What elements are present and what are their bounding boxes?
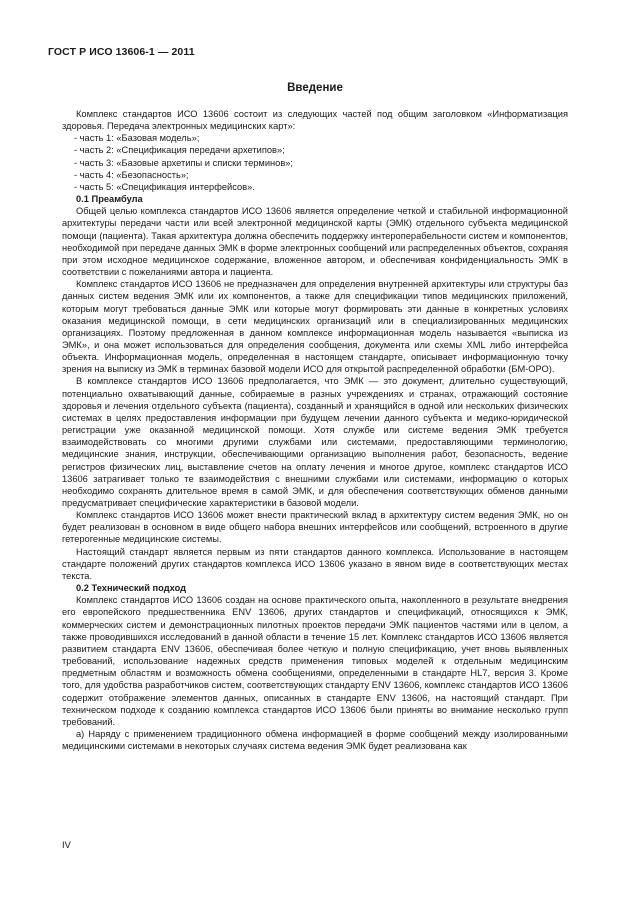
- paragraph: а) Наряду с применением традиционного обмена информацией в форме сообщений между изолированными медицинскими системами в некоторых случаях система ведения ЭМК будет реализована как: [62, 728, 568, 752]
- page-number: IV: [62, 840, 71, 850]
- section-heading-technical: 0.2 Технический подход: [76, 583, 187, 594]
- list-item: - часть 4: «Безопасность»;: [74, 169, 189, 180]
- intro-paragraph: Комплекс стандартов ИСО 13606 состоит из следующих частей под общим заголовком «Информатизация здоровья. Передача электронных медицинских карт»:: [62, 109, 568, 132]
- paragraph: В комплексе стандартов ИСО 13606 предполагается, что ЭМК — это документ, длительно существующий, потенциально охватывающий данные, собираемые в разных учреждениях и странах, отражающий состояние здоровья и лечения отдельного субъекта (пациента), созданный и хранящийся в одной или нескольких физических системах в целях предоставления информации при будущем лечении данного субъекта и медико-юридической регистрации уже оказанной медицинской помощи. Хотя службе или системе ведения ЭМК требуется взаимодействовать со многими другими службами или системами, предоставляющими терминологию, медицинские знания, инструкции, обеспечивающими организацию выполнения работ, безопасность, ведение регистров физических лиц, выставление счетов на оплату лечения и многое другое, комплекс стандартов ИСО 13606 затрагивает только те взаимодействия с внешними службами или системами, информацию о которых необходимо сохранять длительное время в самой ЭМК, и для обеспечения соответствующих обменов данными предусматривает специфические характеристики в базовой модели.: [62, 376, 568, 508]
- paragraph: Настоящий стандарт является первым из пяти стандартов данного комплекса. Использование в настоящем стандарте положений других стандартов комплекса ИСО 13606 указано в явном виде в соответствующих местах текста.: [62, 546, 568, 581]
- page-title: Введение: [287, 82, 343, 94]
- list-item: - часть 5: «Спецификация интерфейсов».: [74, 181, 255, 192]
- standard-header: ГОСТ Р ИСО 13606-1 — 2011: [48, 46, 195, 58]
- document-body: [62, 108, 568, 752]
- paragraph: Общей целью комплекса стандартов ИСО 13606 является определение четкой и стабильной информационной архитектуры передачи части или всей электронной медицинской карты (ЭМК) отдельного субъекта медицинской помощи (пациента). Такая архитектура должна обеспечить поддержку интероперабельности систем и компонентов, необходимой при передаче данных ЭМК в форме электронных сообщений или распределенных объектов, сохраняя при этом исходное медицинское содержание, вложенное автором, и обеспечивая конфиденциальность ЭМК в соответствии с пожеланиями автора и пациента.: [62, 206, 568, 278]
- section-heading-preamble: 0.1 Преамбула: [76, 194, 143, 205]
- paragraph: Комплекс стандартов ИСО 13606 не предназначен для определения внутренней архитектуры или структуры баз данных систем ведения ЭМК или их компонентов, а также для спецификации типов медицинских приложений, которым могут требоваться данные ЭМК или которые могут формировать эти данные в конкретных условиях оказания медицинской помощи, в сети медицинских организаций или в специализированных медицинских организациях. Поэтому предложенная в данном комплексе информационная модель называется «выписка из ЭМК», и она может использоваться для определения сообщения, документа или схемы XML либо интерфейса объекта. Информационная модель, определенная в настоящем стандарте, описывает информационную точку зрения на выписку из ЭМК в терминах базовой модели ИСО для открытой распределенной обработки (БМ-ОРО).: [62, 279, 568, 375]
- list-item: - часть 1: «Базовая модель»;: [74, 133, 200, 144]
- list-item: - часть 2: «Спецификация передачи архетипов»;: [74, 145, 285, 156]
- paragraph: Комплекс стандартов ИСО 13606 создан на основе практического опыта, накопленного в результате внедрения его европейского предшественника ENV 13606, других стандартов и спецификаций, относящихся к ЭМК, коммерческих систем и демонстрационных пилотных проектов передачи ЭМК пациентов частями или в целом, а также проводившихся исследований в данной области в течение 15 лет. Комплекс стандартов ИСО 13606 является развитием стандарта ENV 13606, обеспечивая более четкую и полную спецификацию, учет вновь выявленных требований, использование надежных средств применения типовых моделей к отдельным медицинским предметным областям и возможность обмена сообщениями, определенными в стандарте HL7, версия 3. Кроме того, для удобства разработчиков систем, соответствующих стандарту ENV 13606, комплекс стандартов ИСО 13606 содержит отображение элементов данных, описанных в стандарте ENV 13606, на настоящий стандарт. При техническом подходе к созданию комплекса стандартов ИСО 13606 были приняты во внимание несколько групп требований.: [62, 595, 568, 727]
- list-item: - часть 3: «Базовые архетипы и списки терминов»;: [74, 157, 294, 168]
- paragraph: Комплекс стандартов ИСО 13606 может внести практический вклад в архитектуру систем ведения ЭМК, но он будет реализован в основном в виде общего набора внешних интерфейсов или сообщений, встроенного в другие гетерогенные медицинские системы.: [62, 510, 568, 545]
